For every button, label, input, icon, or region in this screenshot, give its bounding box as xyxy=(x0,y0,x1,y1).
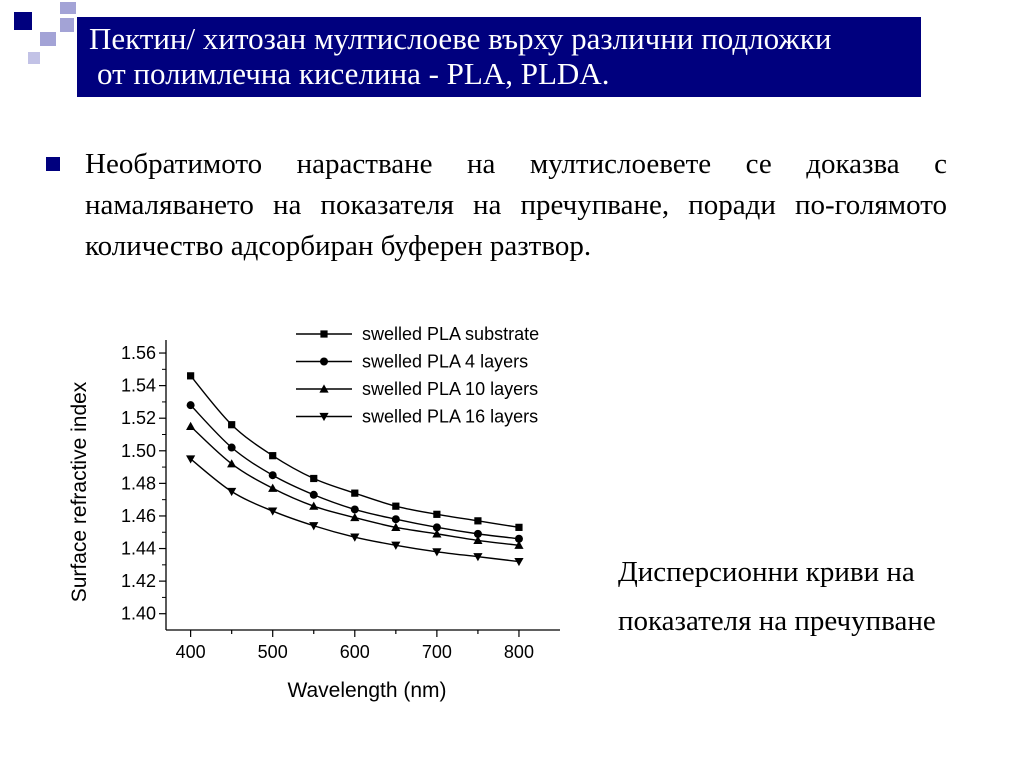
y-axis-label: Surface refractive index xyxy=(68,381,91,603)
corner-square-4 xyxy=(60,18,74,32)
data-point xyxy=(187,401,195,409)
data-point xyxy=(187,372,194,379)
data-point xyxy=(351,490,358,497)
title-line-1: Пектин/ хитозан мултислоеве върху различни подложки xyxy=(89,21,832,56)
legend-label: swelled PLA substrate xyxy=(362,324,540,344)
y-tick-label: 1.56 xyxy=(120,343,156,364)
series-layer xyxy=(186,372,524,566)
corner-square-3 xyxy=(40,32,56,46)
legend-item-3 xyxy=(296,379,538,399)
y-tick-label: 1.52 xyxy=(120,408,156,429)
title-bar xyxy=(77,17,921,97)
legend xyxy=(296,324,539,427)
legend-item-1 xyxy=(296,324,539,344)
series-line xyxy=(191,426,519,545)
data-point xyxy=(351,505,359,513)
x-tick-label: 600 xyxy=(339,642,370,662)
legend-label: swelled PLA 16 layers xyxy=(362,406,539,427)
legend-item-2 xyxy=(296,352,528,372)
corner-square-1 xyxy=(14,12,32,30)
x-axis-label: Wavelength (nm) xyxy=(287,679,447,702)
data-point xyxy=(392,515,400,523)
data-point xyxy=(514,558,523,566)
data-point xyxy=(433,511,440,518)
x-tick-label: 800 xyxy=(503,642,534,662)
refractive-index-chart xyxy=(62,316,592,716)
data-point xyxy=(310,475,317,482)
corner-square-2 xyxy=(60,2,76,14)
y-tick-label: 1.46 xyxy=(120,505,156,526)
y-tick-label: 1.40 xyxy=(120,603,156,624)
caption-line-2: показателя на пречупване xyxy=(618,605,936,637)
caption-line-1: Дисперсионни криви на xyxy=(618,556,915,588)
series-3 xyxy=(186,422,524,549)
data-point xyxy=(227,488,236,496)
y-tick-label: 1.50 xyxy=(120,440,156,461)
data-point xyxy=(310,491,318,499)
data-point xyxy=(320,330,327,337)
bullet-marker xyxy=(46,157,60,171)
legend-item-4 xyxy=(296,407,538,427)
data-point xyxy=(228,421,235,428)
y-tick-label: 1.44 xyxy=(120,538,156,559)
legend-label: swelled PLA 10 layers xyxy=(362,379,539,399)
data-point xyxy=(228,444,236,452)
data-point xyxy=(474,517,481,524)
y-tick-label: 1.48 xyxy=(120,473,156,494)
title-line-2: от полимлечна киселина - PLA, PLDA. xyxy=(97,56,610,91)
y-tick-label: 1.42 xyxy=(120,571,156,592)
data-point xyxy=(268,507,277,515)
x-tick-label: 500 xyxy=(257,642,288,662)
x-tick-label: 400 xyxy=(175,642,206,662)
bullet-text: Необратимото нарастване на мултислоевете се доказва с намаляването на показателя на пречупване, поради по-голямото количество адсорбиран буферен разтвор. xyxy=(85,148,947,262)
data-point xyxy=(392,503,399,510)
data-point xyxy=(269,452,276,459)
data-point xyxy=(320,358,328,366)
data-point xyxy=(268,484,277,492)
x-tick-label: 700 xyxy=(421,642,452,662)
y-tick-label: 1.54 xyxy=(120,375,156,396)
data-point xyxy=(186,422,195,430)
data-point xyxy=(515,524,522,531)
legend-label: swelled PLA 4 layers xyxy=(362,351,529,372)
data-point xyxy=(269,471,277,479)
corner-square-5 xyxy=(28,52,40,64)
